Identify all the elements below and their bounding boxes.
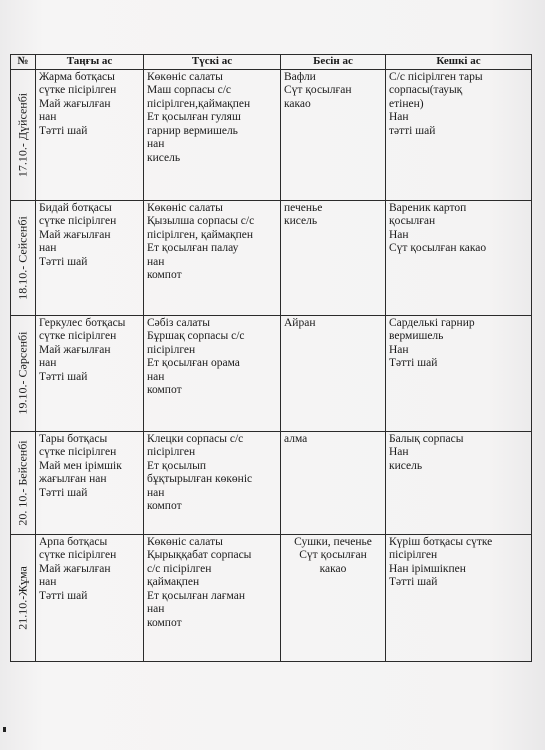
weekly-menu-table: [10, 54, 532, 662]
menu-body: [11, 69, 532, 661]
lunch-item: с/с пісірілген: [147, 562, 212, 575]
lunch-item: пісірілген,қаймақпен: [147, 97, 251, 110]
dinner-item: вермишель: [389, 330, 444, 342]
lunch-item: нан: [147, 486, 165, 499]
dinner-item: етінен): [389, 97, 424, 110]
dinner-cell: [386, 431, 532, 534]
lunch-item: компот: [147, 500, 182, 512]
table-row: [11, 69, 532, 200]
lunch-cell: [144, 315, 281, 431]
lunch-item: Қызылша сорпасы с/с: [147, 215, 255, 227]
lunch-item: нан: [147, 255, 165, 268]
day-label: 21.10.-Жұма: [15, 565, 30, 630]
day-cell: [11, 431, 36, 534]
dinner-item: Сарделькі гарнир: [389, 316, 475, 329]
dinner-cell: [386, 534, 532, 661]
day-label: 20. 10.- Бейсенбі: [15, 439, 30, 526]
dinner-item: Вареник картоп: [389, 201, 467, 214]
snack-item: Сушки, печенье: [294, 535, 372, 548]
breakfast-item: Май жағылған: [39, 562, 111, 575]
lunch-item: Ет қосылған орама: [147, 357, 240, 369]
dinner-item: қосылған: [389, 215, 436, 227]
lunch-item: Көкөніс салаты: [147, 70, 223, 83]
header-row: [11, 55, 532, 70]
snack-item: Сүт қосылған: [284, 84, 352, 96]
dinner-item: тәтті шай: [389, 124, 436, 137]
dinner-item: Тәтті шай: [389, 357, 438, 369]
lunch-cell: [144, 200, 281, 315]
lunch-item: пісірілген: [147, 446, 196, 458]
lunch-item: қаймақпен: [147, 576, 200, 588]
lunch-item: Сәбіз салаты: [147, 316, 210, 329]
day-cell: [11, 69, 36, 200]
lunch-item: кисель: [147, 151, 181, 164]
breakfast-item: Тәтті шай: [39, 255, 88, 268]
dinner-item: Тәтті шай: [389, 576, 438, 588]
lunch-item: компот: [147, 269, 182, 281]
dinner-item: кисель: [389, 459, 423, 472]
lunch-item: компот: [147, 616, 182, 629]
dinner-item: Күріш ботқасы сүтке: [389, 535, 493, 548]
snack-cell: [281, 200, 386, 315]
dinner-item: пісірілген: [389, 549, 438, 561]
snack-item: кисель: [284, 215, 318, 227]
breakfast-item: Арпа ботқасы: [39, 535, 108, 548]
breakfast-item: сүтке пісірілген: [39, 330, 117, 342]
breakfast-item: нан: [39, 242, 57, 254]
snack-cell: [281, 431, 386, 534]
header-dinner: Кешкі ас: [386, 55, 532, 70]
table-row: [11, 200, 532, 315]
table-row: [11, 431, 532, 534]
snack-item: какао: [284, 97, 311, 110]
breakfast-item: сүтке пісірілген: [39, 84, 117, 96]
table-row: [11, 315, 532, 431]
breakfast-item: Бидай ботқасы: [39, 201, 112, 214]
lunch-item: нан: [147, 138, 165, 150]
dinner-item: Нан ірімшікпен: [389, 562, 466, 575]
day-label: 17.10.- Дүйсенбі: [15, 92, 30, 177]
breakfast-item: Май жағылған: [39, 228, 111, 241]
day-label: 18.10.- Сейсенбі: [15, 215, 30, 300]
snack-item: какао: [319, 562, 347, 575]
day-cell: [11, 534, 36, 661]
breakfast-item: нан: [39, 576, 57, 588]
lunch-cell: [144, 534, 281, 661]
snack-item: Айран: [284, 316, 316, 329]
lunch-item: Клецки сорпасы с/с: [147, 432, 244, 445]
breakfast-item: Геркулес ботқасы: [39, 316, 126, 329]
dinner-cell: [386, 69, 532, 200]
breakfast-item: Май жағылған: [39, 343, 111, 356]
breakfast-item: Тәтті шай: [39, 124, 88, 137]
lunch-item: Бұршақ сорпасы с/с: [147, 330, 245, 342]
dinner-item: Нан: [389, 111, 409, 123]
breakfast-item: нан: [39, 357, 57, 369]
breakfast-cell: [36, 200, 144, 315]
lunch-item: гарнир вермишель: [147, 124, 238, 137]
lunch-item: Ет қосылған лағман: [147, 589, 245, 602]
breakfast-item: сүтке пісірілген: [39, 215, 117, 227]
lunch-item: бұқтырылған көкөніс: [147, 473, 253, 485]
dinner-item: Нан: [389, 446, 409, 458]
dinner-item: С/с пісірілген тары: [389, 70, 483, 83]
breakfast-item: Тәтті шай: [39, 589, 88, 602]
dinner-item: Нан: [389, 343, 409, 356]
lunch-item: Қырыққабат сорпасы: [147, 549, 252, 561]
header-lunch: Түскі ас: [144, 55, 281, 70]
breakfast-item: сүтке пісірілген: [39, 446, 117, 458]
table-row: [11, 534, 532, 661]
snack-item: алма: [284, 432, 308, 445]
breakfast-cell: [36, 431, 144, 534]
dinner-item: Балық сорпасы: [389, 432, 464, 445]
header-snack: Бесін ас: [281, 55, 386, 70]
lunch-item: компот: [147, 384, 182, 396]
breakfast-item: Тары ботқасы: [39, 432, 108, 445]
snack-cell: [281, 69, 386, 200]
lunch-item: Көкөніс салаты: [147, 201, 223, 214]
page-edge-mark: [3, 727, 6, 732]
header-breakfast: Таңғы ас: [36, 55, 144, 70]
breakfast-item: нан: [39, 111, 57, 123]
breakfast-item: Тәтті шай: [39, 486, 88, 499]
dinner-item: Сүт қосылған какао: [389, 242, 487, 254]
breakfast-item: Жарма ботқасы: [39, 70, 115, 83]
breakfast-item: Май мен ірімшік: [39, 459, 122, 472]
lunch-item: Маш сорпасы с/с: [147, 84, 232, 96]
snack-cell: [281, 534, 386, 661]
lunch-item: пісірілген: [147, 343, 196, 356]
breakfast-item: Май жағылған: [39, 97, 111, 110]
lunch-item: нан: [147, 603, 165, 615]
snack-item: печенье: [284, 201, 323, 214]
dinner-cell: [386, 315, 532, 431]
lunch-item: пісірілген, қаймақпен: [147, 228, 254, 241]
lunch-item: Көкөніс салаты: [147, 535, 223, 548]
lunch-item: нан: [147, 370, 165, 383]
breakfast-cell: [36, 315, 144, 431]
lunch-item: Ет қосылған гуляш: [147, 111, 241, 123]
dinner-cell: [386, 200, 532, 315]
breakfast-item: Тәтті шай: [39, 370, 88, 383]
header-number: №: [11, 55, 36, 70]
lunch-item: Ет қосылған палау: [147, 242, 239, 254]
breakfast-cell: [36, 69, 144, 200]
dinner-item: Нан: [389, 228, 409, 241]
breakfast-cell: [36, 534, 144, 661]
lunch-cell: [144, 431, 281, 534]
snack-cell: [281, 315, 386, 431]
lunch-cell: [144, 69, 281, 200]
breakfast-item: сүтке пісірілген: [39, 549, 117, 561]
breakfast-item: жағылған нан: [39, 473, 107, 485]
snack-item: Вафли: [284, 70, 316, 83]
lunch-item: Ет қосылып: [147, 459, 206, 472]
dinner-item: сорпасы(тауық: [389, 84, 463, 96]
day-cell: [11, 200, 36, 315]
day-cell: [11, 315, 36, 431]
snack-item: Сүт қосылған: [299, 549, 367, 561]
day-label: 19.10.- Сәрсенбі: [15, 331, 30, 415]
